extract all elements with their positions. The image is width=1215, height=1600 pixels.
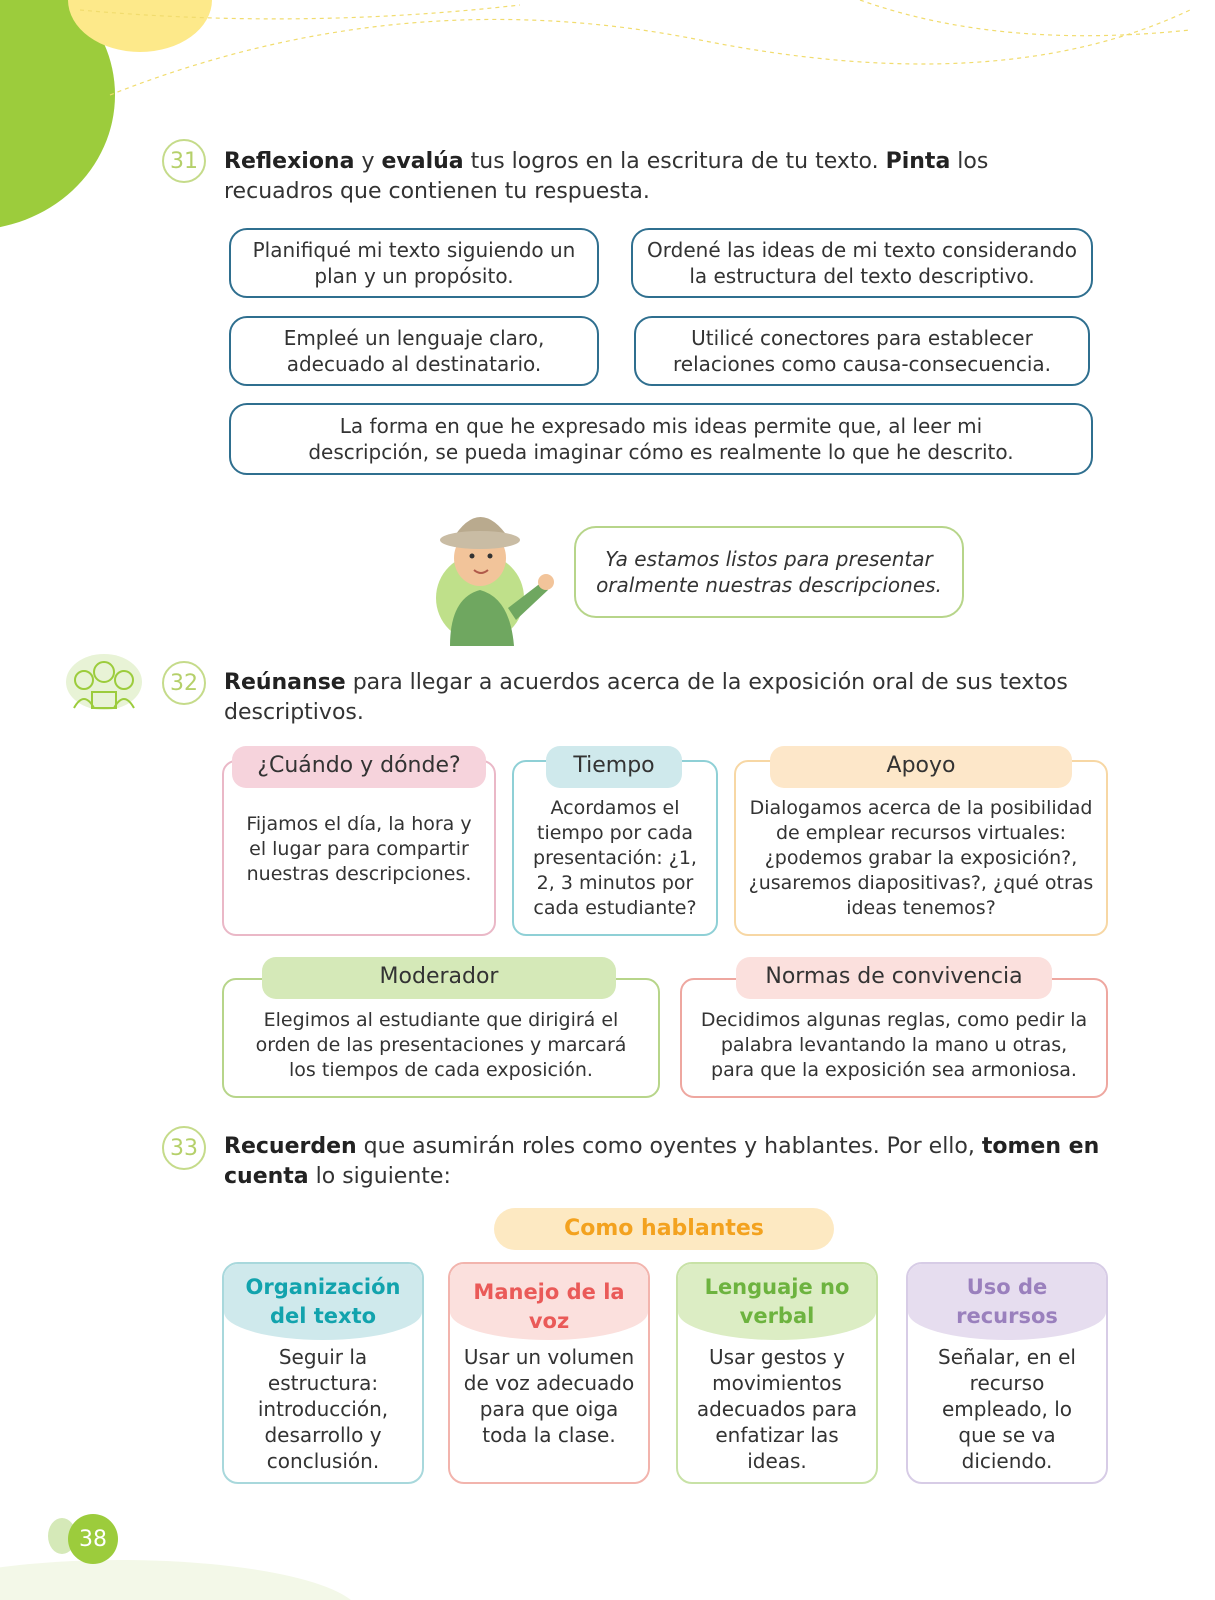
activity-number-33: 33 bbox=[162, 1126, 206, 1170]
role-text: Usar un volumen de voz adecuado para que oiga toda la clase. bbox=[463, 1345, 635, 1447]
role-title: Manejo de la voz bbox=[450, 1264, 648, 1340]
activity-31-instruction: Reflexiona y evalúa tus logros en la escritura de tu texto. Pinta los recuadros que contienen tu respuesta. bbox=[224, 149, 989, 204]
answer-option-5[interactable]: La forma en que he expresado mis ideas permite que, al leer mi descripción, se pueda imaginar cómo es realmente lo que he descrito. bbox=[229, 403, 1093, 475]
answer-option-3[interactable]: Empleé un lenguaje claro, adecuado al destinatario. bbox=[229, 316, 599, 386]
card-title-time: Tiempo bbox=[546, 746, 682, 788]
card-title-support: Apoyo bbox=[770, 746, 1072, 788]
activity-number-31: 31 bbox=[162, 139, 206, 183]
card-text: Acordamos el tiempo por cada presentación: ¿1, 2, 3 minutos por cada estudiante? bbox=[533, 797, 697, 919]
role-card-text-organization bbox=[222, 1262, 424, 1484]
role-text: Usar gestos y movimientos adecuados para enfatizar las ideas. bbox=[696, 1345, 858, 1473]
card-text: Fijamos el día, la hora y el lugar para compartir nuestras descripciones. bbox=[246, 813, 472, 885]
role-card-voice bbox=[448, 1262, 650, 1484]
card-text: Elegimos al estudiante que dirigirá el orden de las presentaciones y marcará los tiempos de cada exposición. bbox=[255, 1009, 627, 1081]
answer-option-2[interactable]: Ordené las ideas de mi texto considerando la estructura del texto descriptivo. bbox=[631, 228, 1093, 298]
card-text: Decidimos algunas reglas, como pedir la palabra levantando la mano u otras, para que la exposición sea armoniosa. bbox=[700, 1009, 1088, 1081]
group-work-icon bbox=[62, 652, 146, 714]
card-title-moderator: Moderador bbox=[262, 957, 616, 999]
card-text: Dialogamos acerca de la posibilidad de emplear recursos virtuales: ¿podemos grabar la exposición?, ¿usaremos diapositivas?, ¿qué otras ideas tenemos? bbox=[748, 797, 1094, 919]
role-title: Uso de recursos bbox=[908, 1264, 1106, 1340]
child-illustration bbox=[430, 498, 570, 646]
role-title: Lenguaje no verbal bbox=[678, 1264, 876, 1340]
role-card-resources bbox=[906, 1262, 1108, 1484]
page-number: 38 bbox=[68, 1514, 118, 1564]
role-title: Organización del texto bbox=[224, 1264, 422, 1340]
card-title-rules: Normas de convivencia bbox=[736, 957, 1052, 999]
activity-number-32: 32 bbox=[162, 661, 206, 705]
activity-33-instruction: Recuerden que asumirán roles como oyentes y hablantes. Por ello, tomen en cuenta lo siguiente: bbox=[224, 1134, 1100, 1189]
answer-option-4[interactable]: Utilicé conectores para establecer relaciones como causa-consecuencia. bbox=[634, 316, 1090, 386]
role-text: Señalar, en el recurso empleado, lo que se va diciendo. bbox=[938, 1345, 1076, 1473]
role-card-nonverbal bbox=[676, 1262, 878, 1484]
answer-option-1[interactable]: Planifiqué mi texto siguiendo un plan y un propósito. bbox=[229, 228, 599, 298]
speakers-group-label: Como hablantes bbox=[494, 1208, 834, 1250]
speech-bubble: Ya estamos listos para presentar oralmente nuestras descripciones. bbox=[574, 526, 964, 618]
activity-32-instruction: Reúnanse para llegar a acuerdos acerca de la exposición oral de sus textos descriptivos. bbox=[224, 670, 1068, 725]
role-text: Seguir la estructura: introducción, desarrollo y conclusión. bbox=[257, 1345, 389, 1473]
card-title-when-where: ¿Cuándo y dónde? bbox=[232, 746, 486, 788]
